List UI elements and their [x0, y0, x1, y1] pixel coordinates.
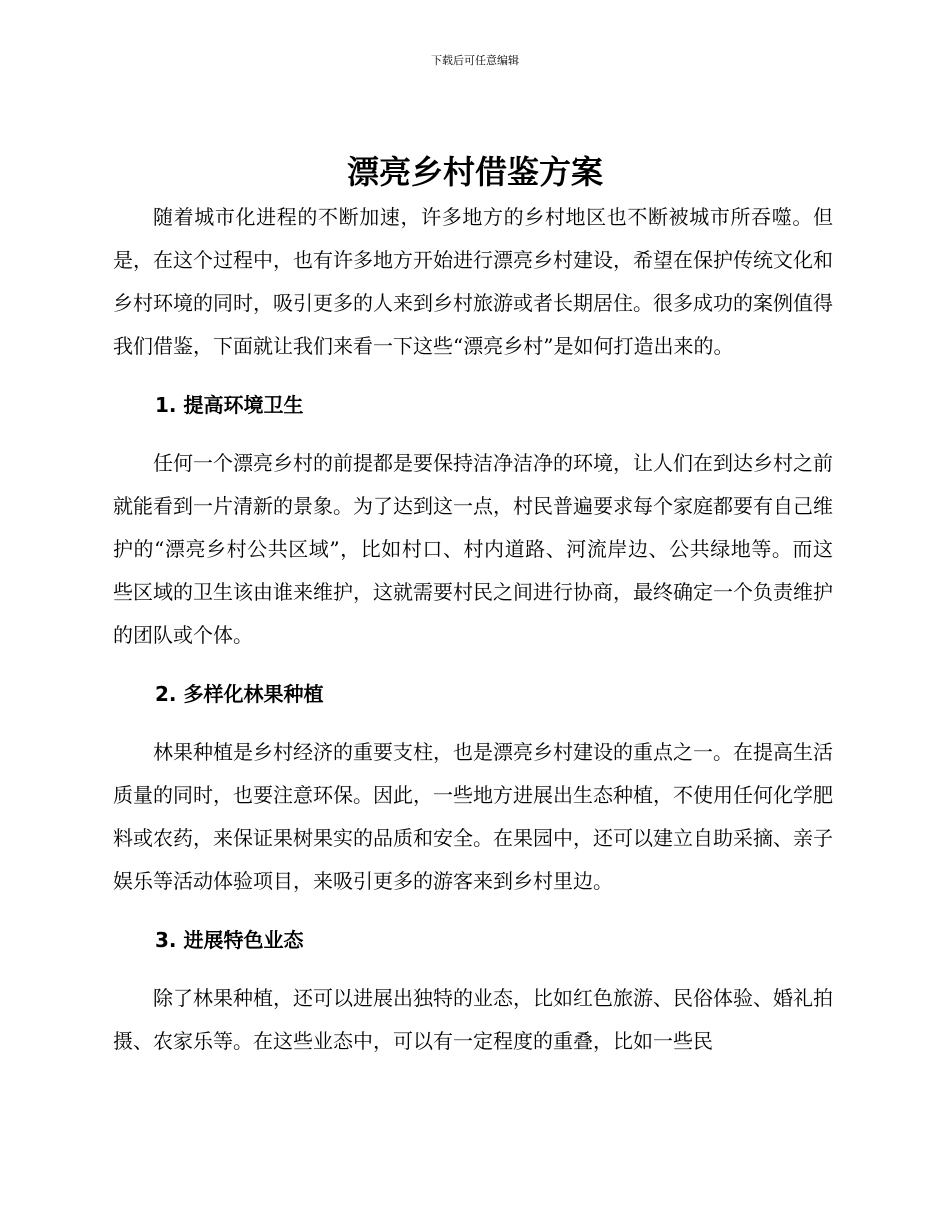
section-heading-2: 2. 多样化林果种植: [155, 682, 324, 706]
section-heading-3: 3. 进展特色业态: [155, 928, 304, 952]
document-body: [113, 196, 833, 1063]
section-paragraph-3: 除了林果种植，还可以进展出独特的业态，比如红色旅游、民俗体验、婚礼拍摄、农家乐等。在这些业态中，可以有一定程度的重叠，比如一些民: [113, 986, 833, 1053]
intro-paragraph: 随着城市化进程的不断加速，许多地方的乡村地区也不断被城市所吞噬。但是，在这个过程中，也有许多地方开始进行漂亮乡村建设，希望在保护传统文化和乡村环境的同时，吸引更多的人来到乡村旅游或者长期居住。很多成功的案例值得我们借鉴，下面就让我们来看一下这些“漂亮乡村”是如何打造出来的。: [113, 205, 833, 358]
document-title: 漂亮乡村借鉴方案: [346, 153, 603, 191]
section-paragraph-2: 林果种植是乡村经济的重要支柱，也是漂亮乡村建设的重点之一。在提高生活质量的同时，也要注意环保。因此，一些地方进展出生态种植，不使用任何化学肥料或农药，来保证果树果实的品质和安全。在果园中，还可以建立自助采摘、亲子娱乐等活动体验项目，来吸引更多的游客来到乡村里边。: [113, 740, 833, 893]
section-heading-1: 1. 提高环境卫生: [155, 393, 304, 417]
section-paragraph-1: 任何一个漂亮乡村的前提都是要保持洁净洁净的环境，让人们在到达乡村之前就能看到一片清新的景象。为了达到这一点，村民普遍要求每个家庭都要有自己维护的“漂亮乡村公共区域”，比如村口、村内道路、河流岸边、公共绿地等。而这些区域的卫生该由谁来维护，这就需要村民之间进行协商，最终确定一个负责维护的团队或个体。: [113, 451, 833, 647]
page-header: 下载后可任意编辑: [431, 54, 519, 67]
